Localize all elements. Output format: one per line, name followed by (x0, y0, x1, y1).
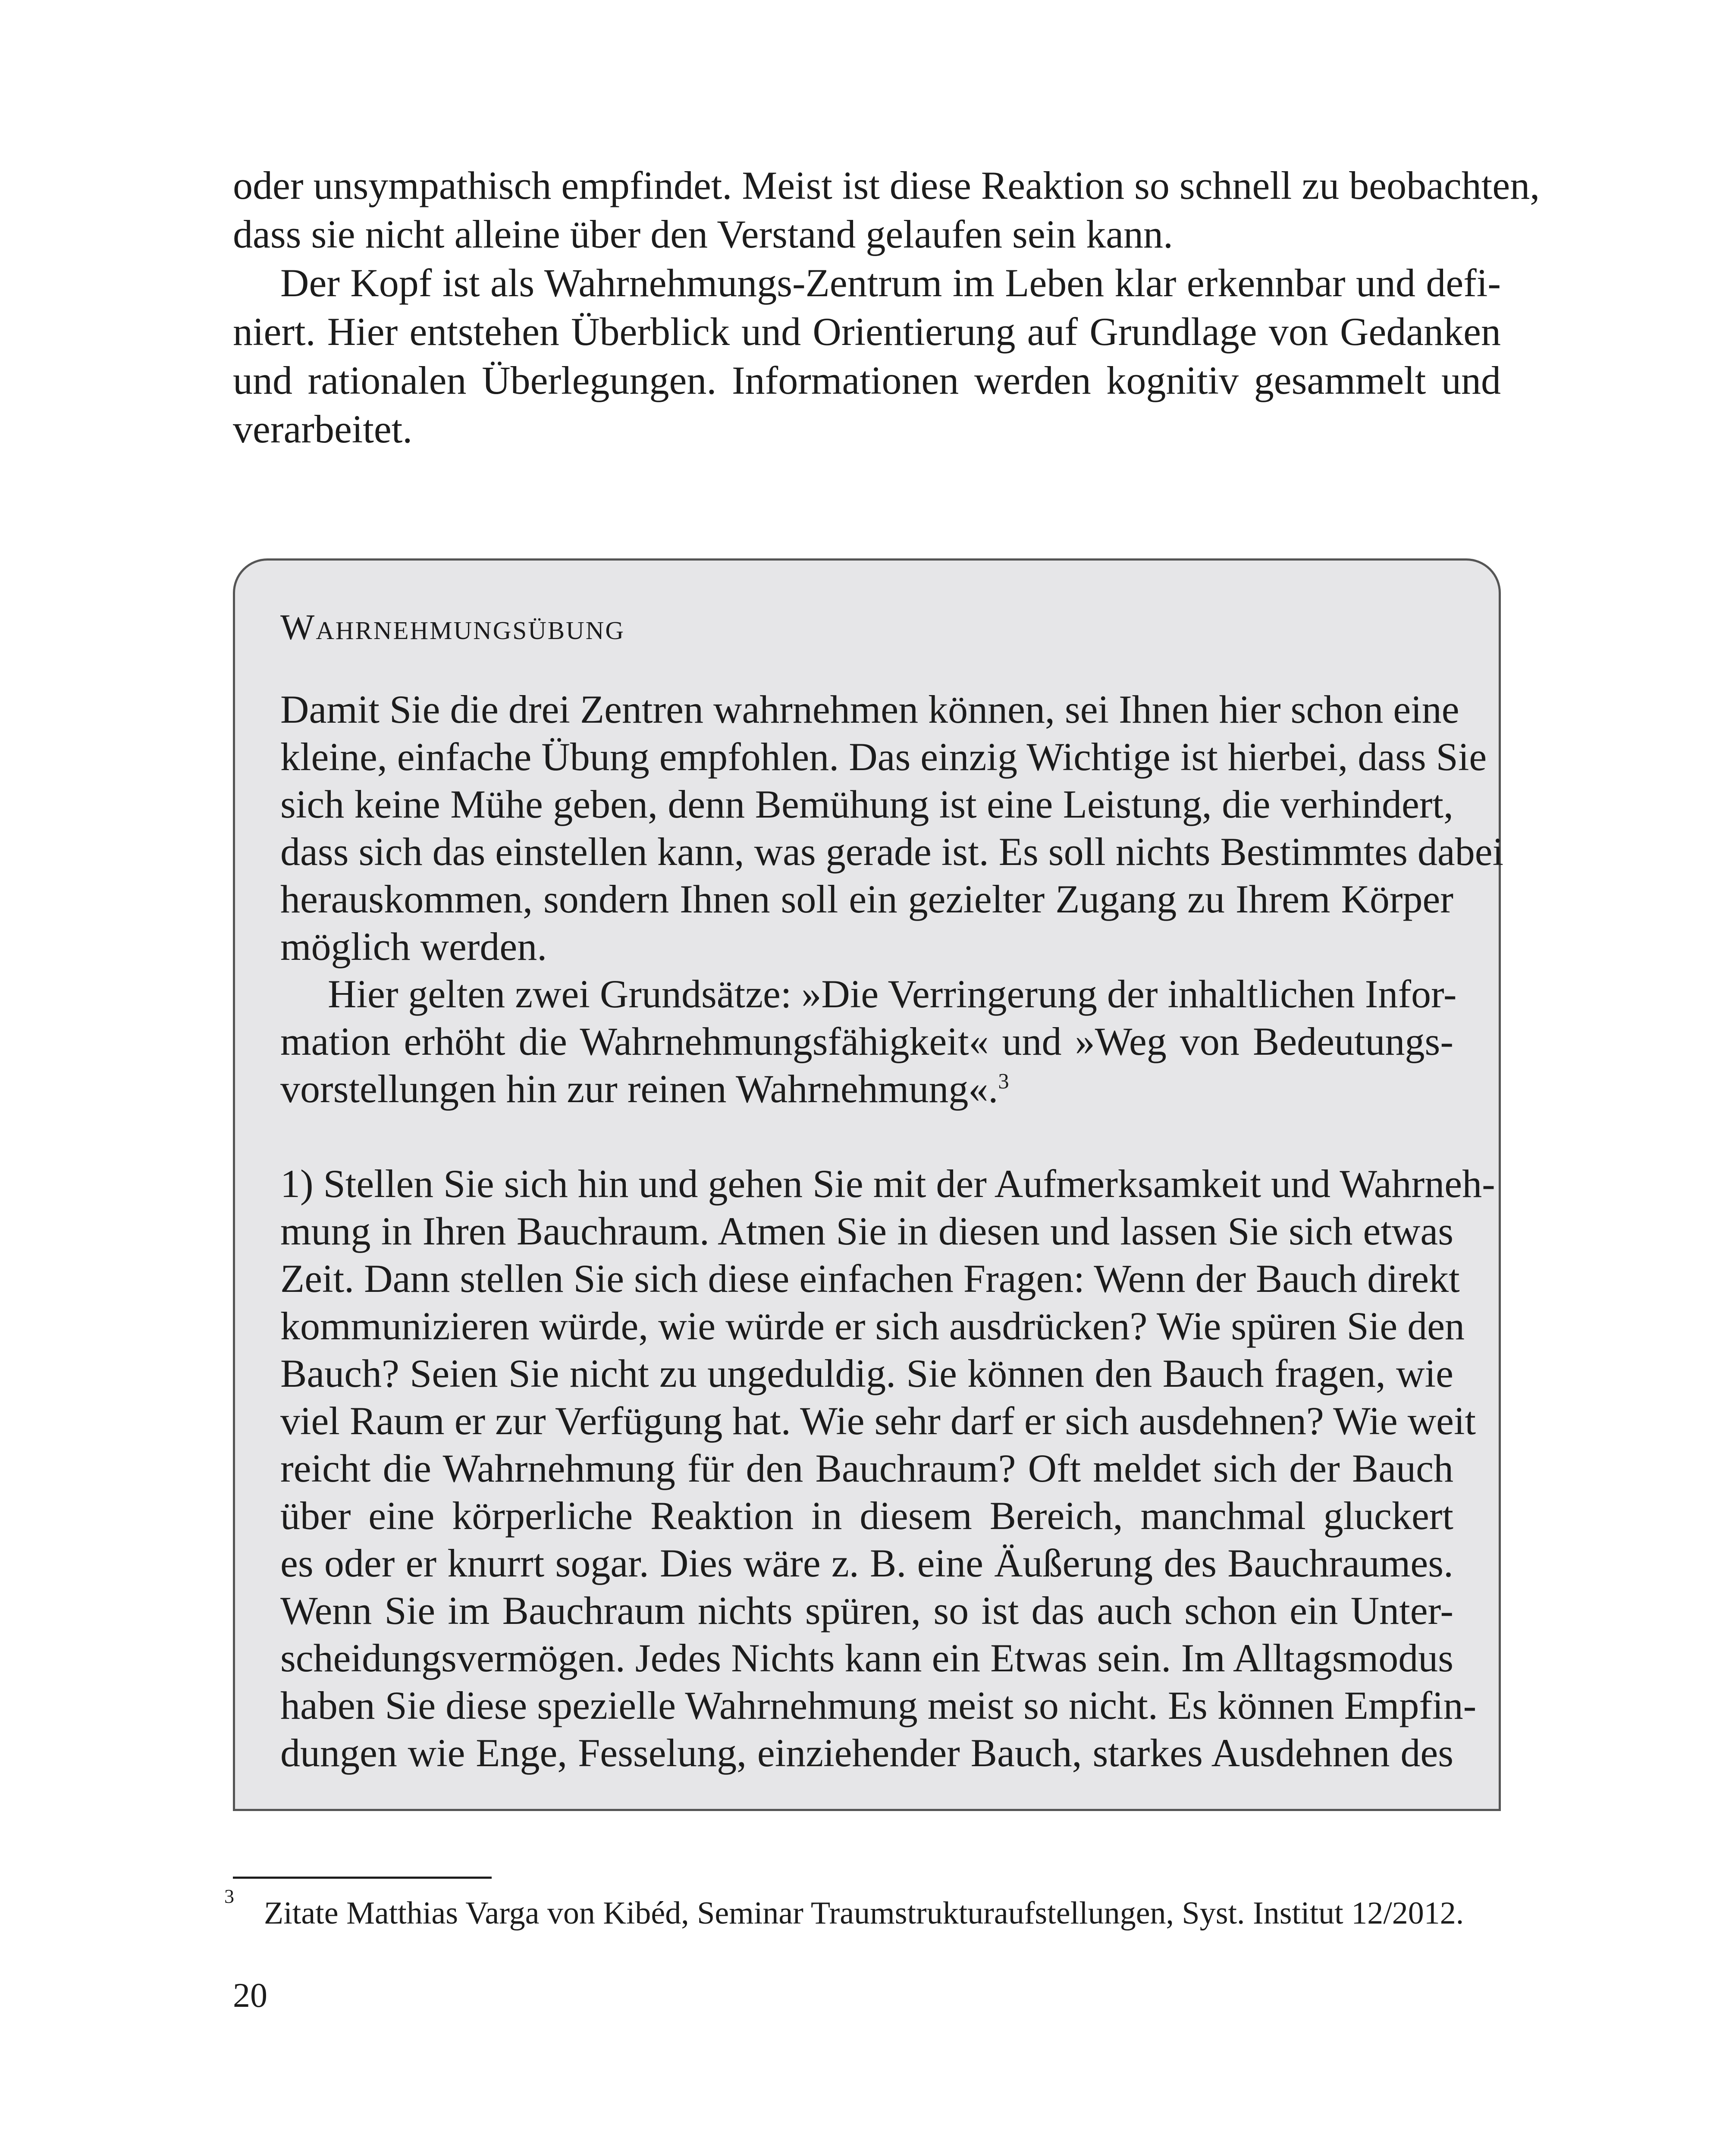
exercise-box-title: Wahrnehmungsübung (280, 607, 625, 647)
footnote-reference: 3 (998, 1069, 1009, 1094)
box-para3-line-9: es oder er knurrt sogar. Dies wäre z. B. eine Äußerung des Bauchraumes. (280, 1541, 1453, 1585)
box-para3-line-6: viel Raum er zur Verfügung hat. Wie sehr darf er sich ausdehnen? Wie weit (280, 1399, 1476, 1443)
intro-line-3: Der Kopf ist als Wahrnehmungs-Zentrum im Leben klar erkennbar und defi- (280, 261, 1501, 305)
intro-line-4: niert. Hier entstehen Überblick und Orientierung auf Grundlage von Gedanken (233, 310, 1501, 354)
box-para1-line-1: Damit Sie die drei Zentren wahrnehmen können, sei Ihnen hier schon eine (280, 687, 1459, 731)
footnote-mark: 3 (224, 1885, 234, 1907)
footnote-text: Zitate Matthias Varga von Kibéd, Seminar Traumstrukturaufstellungen, Syst. Institut 12/2012. (264, 1896, 1464, 1931)
box-para3-line-8: über eine körperliche Reaktion in diesem Bereich, manchmal gluckert (280, 1494, 1453, 1538)
box-para3-line-11: scheidungsvermögen. Jedes Nichts kann ein Etwas sein. Im Alltagsmodus (280, 1636, 1453, 1680)
intro-line-2: dass sie nicht alleine über den Verstand gelaufen sein kann. (233, 212, 1173, 256)
footnote-separator (233, 1877, 492, 1879)
page-number: 20 (233, 1977, 267, 2015)
box-para3-line-1: 1) Stellen Sie sich hin und gehen Sie mit der Aufmerksamkeit und Wahrneh- (280, 1162, 1495, 1206)
box-para1-line-2: kleine, einfache Übung empfohlen. Das einzig Wichtige ist hierbei, dass Sie (280, 735, 1487, 779)
intro-line-5: und rationalen Überlegungen. Informationen werden kognitiv gesammelt und (233, 358, 1501, 402)
box-para1-line-5: herauskommen, sondern Ihnen soll ein gezielter Zugang zu Ihrem Körper (280, 877, 1453, 921)
box-para3-line-3: Zeit. Dann stellen Sie sich diese einfachen Fragen: Wenn der Bauch direkt (280, 1257, 1460, 1300)
box-para3-line-7: reicht die Wahrnehmung für den Bauchraum? Oft meldet sich der Bauch (280, 1446, 1453, 1490)
box-para3-line-4: kommunizieren würde, wie würde er sich ausdrücken? Wie spüren Sie den (280, 1304, 1465, 1348)
box-para1-line-6: möglich werden. (280, 924, 547, 968)
box-para2-line-2: mation erhöht die Wahrnehmungsfähigkeit« und »Weg von Bedeutungs- (280, 1019, 1453, 1063)
box-para2-line-3 (280, 1065, 1009, 1112)
box-para2-line-1: Hier gelten zwei Grundsätze: »Die Verringerung der inhaltlichen Infor- (328, 972, 1457, 1016)
box-para3-line-12: haben Sie diese spezielle Wahrnehmung meist so nicht. Es können Empfin- (280, 1683, 1477, 1727)
box-para3-line-13: dungen wie Enge, Fesselung, einziehender Bauch, starkes Ausdehnen des (280, 1731, 1453, 1775)
intro-line-6: verarbeitet. (233, 407, 413, 451)
intro-line-1: oder unsympathisch empfindet. Meist ist diese Reaktion so schnell zu beobachten, (233, 163, 1540, 207)
box-para1-line-4: dass sich das einstellen kann, was gerade ist. Es soll nichts Bestimmtes dabei (280, 830, 1504, 874)
box-para1-line-3: sich keine Mühe geben, denn Bemühung ist eine Leistung, die verhindert, (280, 782, 1453, 826)
box-para3-line-5: Bauch? Seien Sie nicht zu ungeduldig. Sie können den Bauch fragen, wie (280, 1351, 1453, 1395)
box-para3-line-10: Wenn Sie im Bauchraum nichts spüren, so ist das auch schon ein Unter- (280, 1589, 1453, 1633)
box-para3-line-2: mung in Ihren Bauchraum. Atmen Sie in diesen und lassen Sie sich etwas (280, 1209, 1453, 1253)
box-para2-line-3-text: vorstellungen hin zur reinen Wahrnehmung«. (280, 1067, 998, 1111)
